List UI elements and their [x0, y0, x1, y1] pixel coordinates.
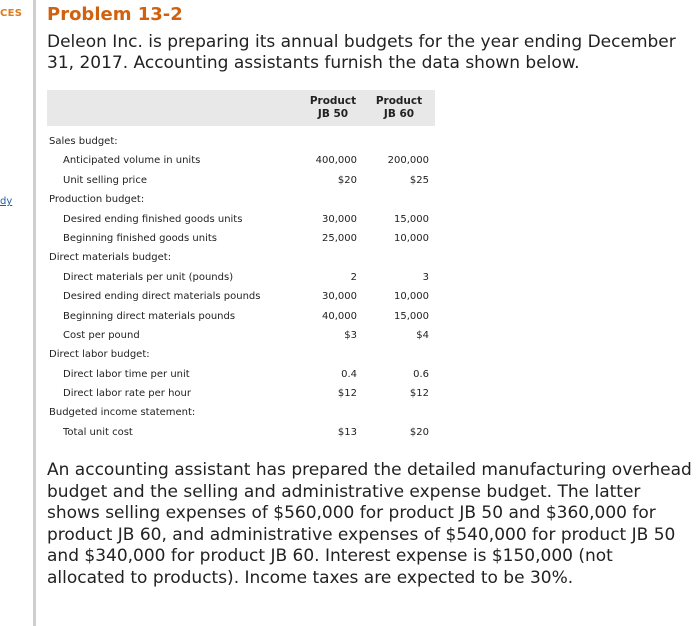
table-row — [47, 229, 435, 248]
table-row — [47, 210, 435, 229]
table-row — [47, 171, 435, 190]
row-value-jb60: $20 — [409, 426, 429, 438]
table-row — [47, 345, 435, 364]
row-label: Direct labor budget: — [49, 349, 150, 361]
row-value-jb60: 0.6 — [413, 368, 429, 380]
row-value-jb50: $12 — [337, 388, 357, 400]
column-header-jb50: Product JB 50 — [309, 95, 357, 120]
row-value-jb50: $20 — [337, 174, 357, 186]
row-label: Direct materials budget: — [49, 252, 172, 264]
row-value-jb60: 10,000 — [394, 291, 429, 303]
data-table — [47, 90, 435, 442]
table-row — [47, 287, 435, 306]
row-label: Desired ending direct materials pounds — [63, 291, 261, 303]
row-value-jb60: 3 — [422, 271, 429, 283]
row-value-jb50: $13 — [337, 426, 357, 438]
table-row — [47, 248, 435, 267]
row-label: Total unit cost — [63, 426, 133, 438]
sidebar-cut-link[interactable]: dy — [0, 196, 13, 207]
sidebar-cut-text: CES — [0, 8, 23, 19]
problem-paragraph: An accounting assistant has prepared the detailed manufacturing overhead budget and the selling and administrative expense budget. The latter shows selling expenses of $560,000 for product JB 50 and $360,000 for product JB 60, and administrative expenses of $540,000 for product JB 50 and $340,000 for product JB 60. Interest expense is $150,000 (not allocated to products). Income taxes are expected to be 30%. — [47, 460, 692, 588]
table-row — [47, 423, 435, 442]
row-value-jb50: 40,000 — [322, 310, 357, 322]
row-label: Beginning direct materials pounds — [63, 310, 236, 322]
row-label: Desired ending finished goods units — [63, 213, 243, 225]
row-label: Direct labor time per unit — [63, 368, 190, 380]
row-value-jb60: 15,000 — [394, 213, 429, 225]
row-label: Anticipated volume in units — [63, 155, 201, 167]
table-row — [47, 132, 435, 151]
row-value-jb50: 30,000 — [322, 213, 357, 225]
row-value-jb50: 25,000 — [322, 232, 357, 244]
table-body — [47, 132, 435, 442]
table-row — [47, 190, 435, 209]
row-label: Direct materials per unit (pounds) — [63, 271, 234, 283]
problem-title: Problem 13-2 — [47, 4, 183, 25]
row-value-jb60: 200,000 — [387, 155, 429, 167]
table-row — [47, 365, 435, 384]
row-label: Cost per pound — [63, 329, 140, 341]
row-label: Beginning finished goods units — [63, 232, 218, 244]
row-label: Production budget: — [49, 194, 145, 206]
row-value-jb50: $3 — [344, 329, 357, 341]
row-value-jb60: 10,000 — [394, 232, 429, 244]
problem-intro: Deleon Inc. is preparing its annual budgets for the year ending December 31, 2017. Accounting assistants furnish the data shown below. — [47, 32, 676, 73]
row-value-jb50: 30,000 — [322, 291, 357, 303]
row-value-jb60: $4 — [416, 329, 429, 341]
row-label: Unit selling price — [63, 174, 147, 186]
row-label: Direct labor rate per hour — [63, 388, 191, 400]
row-value-jb50: 2 — [350, 271, 357, 283]
row-label: Budgeted income statement: — [49, 407, 196, 419]
row-value-jb60: $25 — [409, 174, 429, 186]
table-row — [47, 268, 435, 287]
table-row — [47, 307, 435, 326]
row-label: Sales budget: — [49, 136, 118, 147]
row-value-jb60: $12 — [409, 388, 429, 400]
row-value-jb50: 0.4 — [341, 368, 357, 380]
table-row — [47, 326, 435, 345]
table-header — [47, 90, 435, 126]
left-sidebar-fragment — [0, 0, 36, 626]
table-row — [47, 384, 435, 403]
table-row — [47, 403, 435, 422]
row-value-jb50: 400,000 — [315, 155, 357, 167]
column-header-jb60: Product JB 60 — [375, 95, 423, 120]
row-value-jb60: 15,000 — [394, 310, 429, 322]
table-row — [47, 151, 435, 170]
